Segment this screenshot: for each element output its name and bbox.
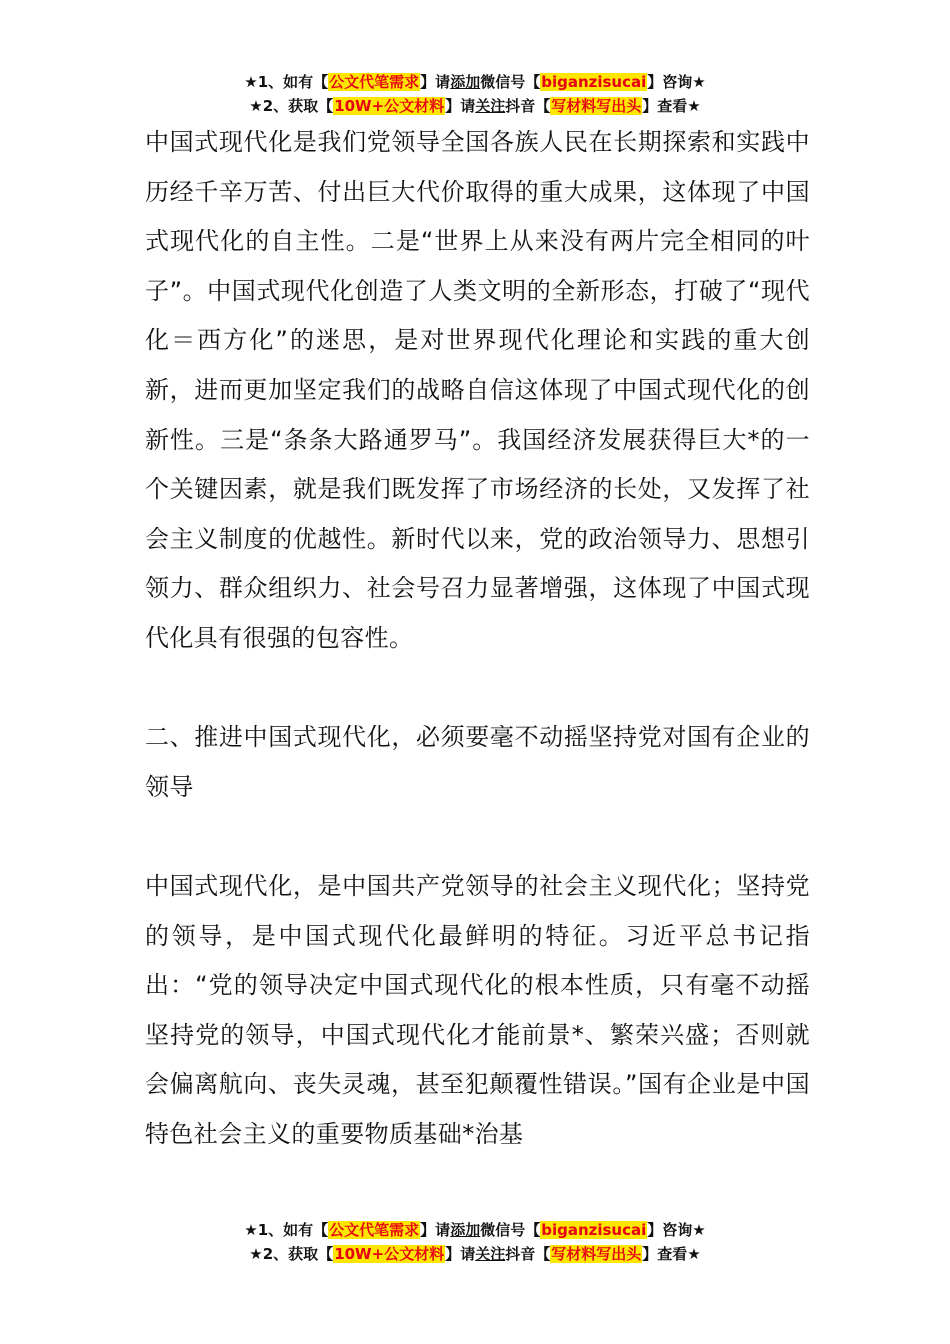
banner-highlight: biganzisucai [541, 1221, 647, 1239]
footer-banner [0, 1218, 950, 1266]
banner-line-1 [0, 70, 950, 94]
banner-underlined-text: 关注 [475, 1245, 506, 1263]
banner-text: 】查看★ [642, 1245, 701, 1263]
banner-text: 】咨询★ [647, 73, 706, 91]
banner-text: 抖音【 [505, 1245, 551, 1263]
banner-line-1 [0, 1218, 950, 1242]
banner-highlight: 公文代笔需求 [329, 73, 420, 91]
banner-text: 微信号【 [480, 1221, 541, 1239]
banner-line-2 [0, 94, 950, 118]
banner-text: 】请 [420, 73, 451, 91]
banner-text: ★2、获取【 [249, 97, 334, 115]
paragraph-spacer [145, 812, 810, 862]
paragraph-spacer [145, 664, 810, 714]
banner-highlight: 10W+公文材料 [334, 1245, 445, 1263]
banner-text: 】咨询★ [647, 1221, 706, 1239]
banner-line-2 [0, 1242, 950, 1266]
banner-underlined-text: 添加 [450, 1221, 481, 1239]
banner-text: 微信号【 [480, 73, 541, 91]
banner-highlight: 公文代笔需求 [329, 1221, 420, 1239]
header-banner [0, 70, 950, 118]
section-heading: 二、推进中国式现代化，必须要毫不动摇坚持党对国有企业的领导 [145, 723, 810, 801]
banner-text: 抖音【 [505, 97, 551, 115]
banner-text: 】请 [420, 1221, 451, 1239]
banner-text: ★1、如有【 [244, 73, 329, 91]
banner-underlined-text: 添加 [450, 73, 481, 91]
banner-highlight: 10W+公文材料 [334, 97, 445, 115]
paragraph: 中国式现代化是我们党领导全国各族人民在长期探索和实践中历经千辛万苦、付出巨大代价取得的重大成果，这体现了中国式现代化的自主性。二是“世界上从来没有两片完全相同的叶子”。中国式现代化创造了人类文明的全新形态，打破了“现代化＝西方化”的迷思，是对世界现代化理论和实践的重大创新，进而更加坚定我们的战略自信这体现了中国式现代化的创新性。三是“条条大路通罗马”。我国经济发展获得巨大*的一个关键因素，就是我们既发挥了市场经济的长处，又发挥了社会主义制度的优越性。新时代以来，党的政治领导力、思想引领力、群众组织力、社会号召力显著增强，这体现了中国式现代化具有很强的包容性。 [145, 128, 810, 652]
banner-underlined-text: 关注 [475, 97, 506, 115]
banner-highlight: biganzisucai [541, 73, 647, 91]
banner-text: 】请 [445, 1245, 476, 1263]
paragraph: 中国式现代化，是中国共产党领导的社会主义现代化；坚持党的领导，是中国式现代化最鲜明的特征。习近平总书记指出：“党的领导决定中国式现代化的根本性质，只有毫不动摇坚持党的领导，中国式现代化才能前景*、繁荣兴盛；否则就会偏离航向、丧失灵魂，甚至犯颠覆性错误。”国有企业是中国特色社会主义的重要物质基础*治基 [145, 871, 810, 1148]
banner-highlight: 写材料写出头 [551, 1245, 642, 1263]
document-body [145, 118, 810, 1159]
banner-text: ★2、获取【 [249, 1245, 334, 1263]
banner-text: ★1、如有【 [244, 1221, 329, 1239]
banner-highlight: 写材料写出头 [551, 97, 642, 115]
banner-text: 】查看★ [642, 97, 701, 115]
banner-text: 】请 [445, 97, 476, 115]
